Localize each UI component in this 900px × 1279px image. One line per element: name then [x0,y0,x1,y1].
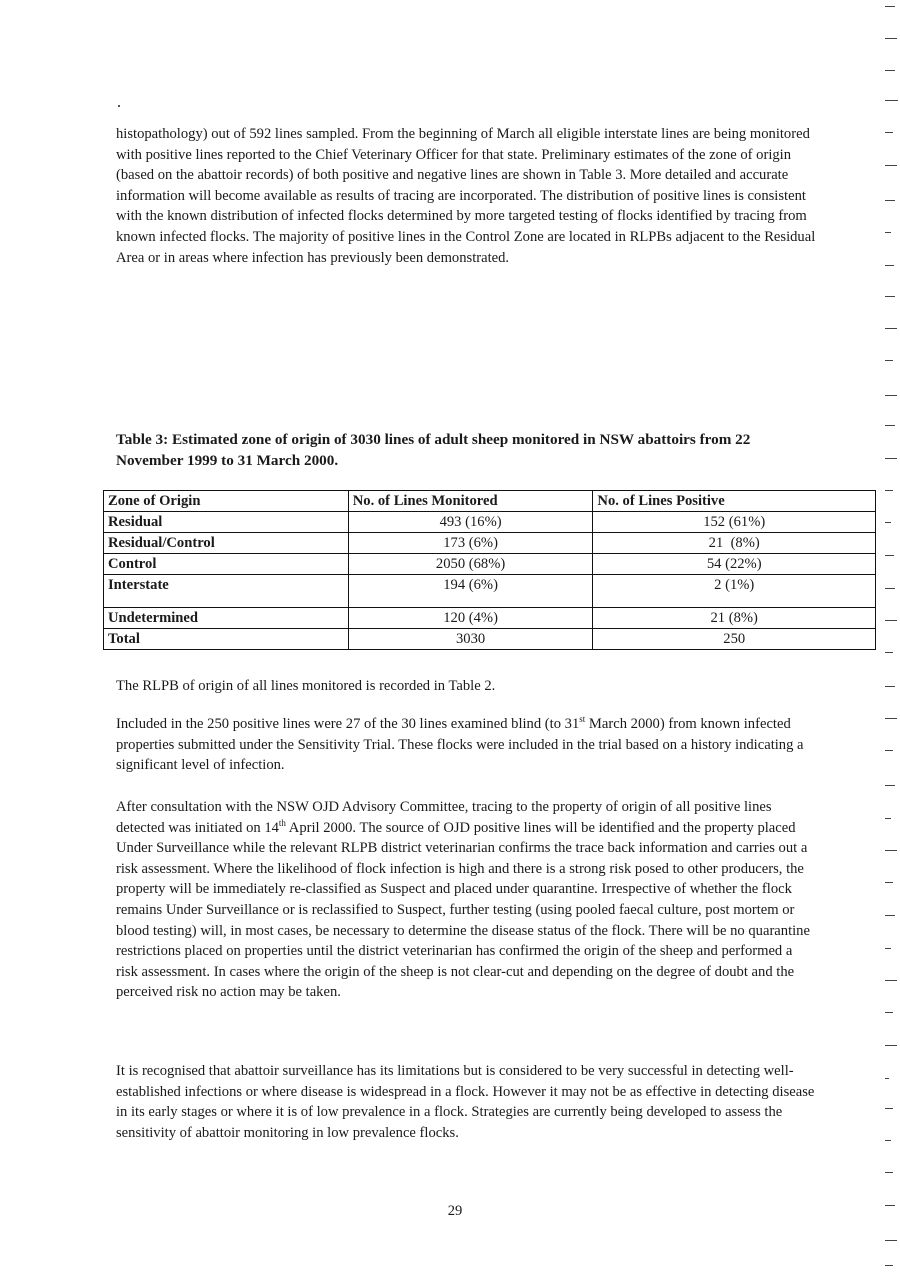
monitored-cell: 493 (16%) [348,512,593,533]
positive-cell: 54 (22%) [593,554,876,575]
scan-margin-mark [885,265,900,273]
scan-margin-mark [885,718,900,726]
zone-cell: Interstate [104,575,349,596]
table-row [104,533,876,554]
scan-margin-mark [885,882,900,890]
header-lines-monitored: No. of Lines Monitored [348,491,593,512]
scan-margin-mark [885,1205,900,1213]
table-header-row [104,491,876,512]
scan-margin-mark [885,232,900,240]
positive-cell: 250 [593,629,876,650]
scan-margin-mark [885,686,900,694]
scan-margin-mark [885,132,900,140]
monitored-cell: 3030 [348,629,593,650]
scan-margin-mark [885,38,900,46]
scan-margin-mark [885,1108,900,1116]
scan-margin-mark [885,100,900,108]
scan-margin-mark [885,915,900,923]
table-spacer-row [104,595,876,608]
page-number: 29 [447,1203,463,1219]
monitored-cell: 173 (6%) [348,533,593,554]
scan-margin-mark [885,1078,900,1086]
scan-margin-mark [885,850,900,858]
scan-margin-mark [885,458,900,466]
header-zone-of-origin: Zone of Origin [104,491,349,512]
scan-margin-mark [885,555,900,563]
monitored-cell: 194 (6%) [348,575,593,596]
scan-margin-mark [885,652,900,660]
paragraph-histopathology: histopathology) out of 592 lines sampled. From the beginning of March all eligible interstate lines are being monitored with positive lines reported to the Chief Veterinary Officer for that state. Preliminary estimates of the zone of origin (based on the abattoir records) of both positive and negative lines are shown in Table 3. More detailed and accurate information will become available as results of tracing are incorporated. The distribution of positive lines is consistent with the known distribution of infected flocks determined by more targeted testing of flocks identified by tracing from known infected flocks. The majority of positive lines in the Control Zone are located in RLPBs adjacent to the Residual Area or in areas where infection has previously been demonstrated. [116,126,816,266]
table-row [104,554,876,575]
header-lines-positive: No. of Lines Positive [593,491,876,512]
table-row [104,575,876,596]
table-total-row [104,629,876,650]
ordinal-suffix: st [579,714,586,725]
paragraph-sensitivity-trial-part-1: Included in the 250 positive lines were 27 of the 30 lines examined blind (to 31 [116,716,580,732]
zone-cell: Total [104,629,349,650]
scan-margin-mark [885,395,900,403]
positive-cell: 21 (8%) [593,608,876,629]
zone-cell: Residual [104,512,349,533]
table-3-caption: Table 3: Estimated zone of origin of 3030 lines of adult sheep monitored in NSW abattoirs from 22 November 1999 to 31 March 2000. [116,431,751,469]
scan-margin-mark [885,1172,900,1180]
scan-margin-mark [885,200,900,208]
monitored-cell: 2050 (68%) [348,554,593,575]
zone-cell: Residual/Control [104,533,349,554]
scan-margin-mark [885,588,900,596]
scan-margin-mark [885,165,900,173]
paragraph-tracing [116,797,816,1003]
scan-margin-mark [885,6,900,14]
scan-margin-mark [885,425,900,433]
scan-margin-mark [885,360,900,368]
scan-margin-mark [885,328,900,336]
scan-margin-mark [885,70,900,78]
paragraph-sensitivity-trial [116,714,816,776]
paragraph-rlpb-origin: The RLPB of origin of all lines monitored is recorded in Table 2. [116,678,496,694]
scan-margin-mark [885,296,900,304]
scan-margin-mark [885,1012,900,1020]
table-row [104,608,876,629]
table-3 [103,490,876,650]
scan-speck [118,105,120,107]
paragraph-limitations: It is recognised that abattoir surveillance has its limitations but is considered to be very successful in detecting well-established infections or where disease is widespread in a flock. However it may not be as effective in detecting disease in its early stages or where it is of low prevalence in a flock. Strategies are currently being developed to assess the sensitivity of abattoir monitoring in low prevalence flocks. [116,1063,815,1141]
scan-margin-mark [885,948,900,956]
scan-margin-mark [885,522,900,530]
ordinal-suffix: th [278,817,286,828]
scan-margin-mark [885,785,900,793]
zone-cell: Undetermined [104,608,349,629]
paragraph-sensitivity-trial-part-2: March 2000) from known infected properties submitted under the Sensitivity Trial. These flocks were included in the trial based on a history indicating a significant level of infection. [116,716,804,774]
paragraph-tracing-part-1: After consultation with the NSW OJD Advisory Committee, tracing to the property of origin of all positive lines detected was initiated on 14 [116,799,772,836]
positive-cell: 21 (8%) [593,533,876,554]
paragraph-tracing-part-2: April 2000. The source of OJD positive lines will be identified and the property placed Under Surveillance while the relevant RLPB district veterinarian confirms the trace back information and carries out a risk assessment. Where the likelihood of flock infection is high and there is a strong risk posed to other producers, the property will be immediately re-classified as Suspect and placed under quarantine. Irrespective of whether the flock remains Under Surveillance or is reclassified to Suspect, further testing (using pooled faecal culture, post mortem or blood testing) will, in most cases, be necessary to determine the disease status of the flock. There will be no quarantine restrictions placed on properties until the district veterinarian has confirmed the origin of the sheep and performed a risk assessment. In cases where the origin of the sheep is not clear-cut and depending on the degree of doubt and the perceived risk no action may be taken. [116,819,810,1001]
scan-margin-mark [885,1265,900,1273]
table-row [104,512,876,533]
monitored-cell: 120 (4%) [348,608,593,629]
scan-margin-mark [885,1240,900,1248]
zone-cell: Control [104,554,349,575]
scan-margin-mark [885,750,900,758]
positive-cell: 152 (61%) [593,512,876,533]
scan-margin-mark [885,1140,900,1148]
scan-margin-mark [885,620,900,628]
scan-margin-mark [885,490,900,498]
scan-margin-mark [885,980,900,988]
positive-cell: 2 (1%) [593,575,876,596]
scan-margin-mark [885,1045,900,1053]
scan-margin-mark [885,818,900,826]
